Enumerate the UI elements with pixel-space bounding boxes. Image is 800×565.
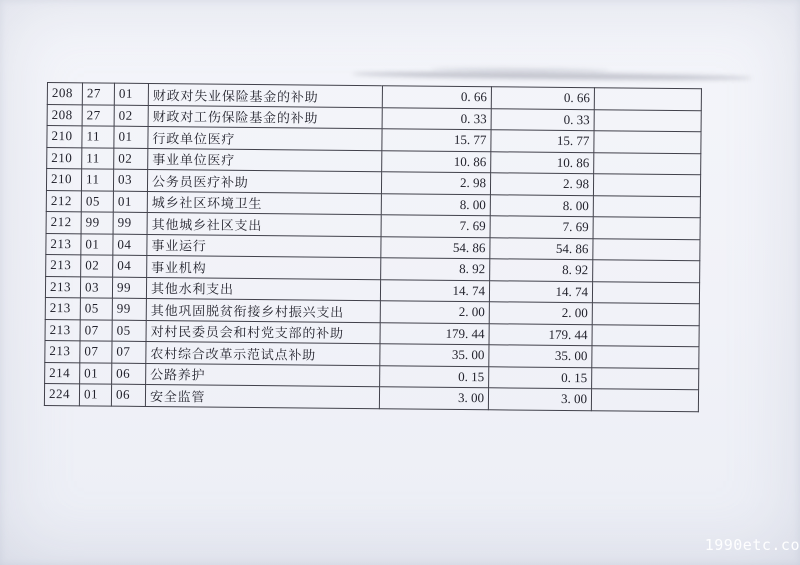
code-cell-item: 02 bbox=[114, 148, 148, 170]
code-cell-class: 212 bbox=[46, 190, 81, 212]
description-cell: 农村综合改革示范试点补助 bbox=[146, 341, 380, 365]
amount-cell-final: 2. 98 bbox=[490, 173, 593, 195]
budget-table bbox=[44, 82, 702, 412]
code-cell-class: 212 bbox=[46, 211, 81, 233]
code-cell-class: 213 bbox=[46, 254, 81, 276]
amount-cell-final: 0. 15 bbox=[489, 366, 592, 388]
code-cell-type: 01 bbox=[81, 233, 113, 255]
code-cell-item: 04 bbox=[113, 255, 147, 277]
amount-cell-final: 2. 00 bbox=[489, 302, 592, 324]
code-cell-item: 07 bbox=[112, 341, 146, 363]
code-cell-item: 03 bbox=[113, 169, 147, 191]
description-cell: 对村民委员会和村党支部的补助 bbox=[146, 320, 380, 344]
code-cell-type: 05 bbox=[80, 298, 112, 320]
bleed-through-smudge bbox=[352, 71, 752, 81]
code-cell-type: 11 bbox=[81, 169, 113, 191]
code-cell-item: 06 bbox=[112, 363, 146, 385]
code-cell-type: 11 bbox=[82, 126, 114, 148]
code-cell-item: 05 bbox=[112, 320, 146, 342]
empty-cell bbox=[591, 389, 698, 412]
description-cell: 公务员医疗补助 bbox=[147, 169, 381, 193]
amount-cell-budget: 0. 33 bbox=[382, 107, 491, 130]
description-cell: 财政对工伤保险基金的补助 bbox=[148, 105, 382, 129]
amount-cell-final: 8. 92 bbox=[490, 259, 593, 281]
amount-cell-final: 14. 74 bbox=[489, 280, 592, 302]
code-cell-class: 213 bbox=[45, 276, 80, 298]
empty-cell bbox=[593, 238, 700, 261]
code-cell-class: 210 bbox=[47, 147, 82, 169]
table-body bbox=[44, 83, 701, 412]
code-cell-item: 04 bbox=[113, 234, 147, 256]
code-cell-item: 02 bbox=[114, 105, 148, 127]
description-cell: 行政单位医疗 bbox=[148, 126, 382, 150]
amount-cell-budget: 8. 00 bbox=[381, 193, 490, 216]
amount-cell-budget: 10. 86 bbox=[382, 150, 491, 173]
empty-cell bbox=[593, 260, 700, 283]
table-skew-wrapper bbox=[44, 82, 701, 412]
code-cell-item: 99 bbox=[112, 298, 146, 320]
amount-cell-budget: 14. 74 bbox=[380, 279, 489, 302]
empty-cell bbox=[592, 303, 699, 326]
empty-cell bbox=[594, 131, 701, 154]
code-cell-item: 06 bbox=[111, 384, 145, 406]
code-cell-type: 07 bbox=[80, 319, 112, 341]
description-cell: 其他城乡社区支出 bbox=[147, 212, 381, 236]
code-cell-class: 224 bbox=[44, 383, 79, 405]
code-cell-class: 210 bbox=[47, 126, 82, 148]
amount-cell-budget: 7. 69 bbox=[381, 215, 490, 238]
empty-cell bbox=[594, 152, 701, 175]
description-cell: 事业单位医疗 bbox=[148, 148, 382, 172]
amount-cell-budget: 0. 15 bbox=[380, 365, 489, 388]
description-cell: 事业运行 bbox=[147, 234, 381, 258]
amount-cell-final: 179. 44 bbox=[489, 323, 592, 345]
amount-cell-final: 10. 86 bbox=[491, 151, 594, 173]
description-cell: 其他水利支出 bbox=[146, 277, 380, 301]
empty-cell bbox=[593, 174, 700, 197]
code-cell-item: 99 bbox=[113, 212, 147, 234]
empty-cell bbox=[593, 195, 700, 218]
code-cell-type: 03 bbox=[80, 276, 112, 298]
code-cell-class: 213 bbox=[45, 297, 80, 319]
code-cell-class: 213 bbox=[45, 319, 80, 341]
amount-cell-budget: 2. 98 bbox=[381, 172, 490, 195]
code-cell-type: 07 bbox=[80, 341, 112, 363]
amount-cell-budget: 15. 77 bbox=[382, 129, 491, 152]
description-cell: 城乡社区环境卫生 bbox=[147, 191, 381, 215]
amount-cell-final: 8. 00 bbox=[490, 194, 593, 216]
code-cell-type: 99 bbox=[81, 212, 113, 234]
code-cell-item: 01 bbox=[114, 126, 148, 148]
empty-cell bbox=[592, 367, 699, 390]
description-cell: 公路养护 bbox=[146, 363, 380, 387]
code-cell-class: 208 bbox=[47, 83, 82, 105]
code-cell-class: 208 bbox=[47, 104, 82, 126]
amount-cell-budget: 3. 00 bbox=[379, 387, 488, 410]
amount-cell-budget: 2. 00 bbox=[380, 301, 489, 324]
code-cell-class: 214 bbox=[45, 362, 80, 384]
description-cell: 事业机构 bbox=[147, 255, 381, 279]
empty-cell bbox=[592, 346, 699, 369]
amount-cell-budget: 54. 86 bbox=[381, 236, 490, 259]
code-cell-item: 01 bbox=[113, 191, 147, 213]
empty-cell bbox=[592, 324, 699, 347]
description-cell: 财政对失业保险基金的补助 bbox=[148, 83, 382, 107]
amount-cell-final: 0. 66 bbox=[491, 87, 594, 109]
code-cell-type: 01 bbox=[79, 384, 111, 406]
code-cell-class: 213 bbox=[45, 340, 80, 362]
empty-cell bbox=[594, 88, 701, 111]
amount-cell-final: 3. 00 bbox=[488, 388, 591, 410]
watermark: 1990etc.co bbox=[704, 536, 800, 554]
code-cell-type: 05 bbox=[81, 190, 113, 212]
code-cell-type: 27 bbox=[82, 104, 114, 126]
description-cell: 其他巩固脱贫衔接乡村振兴支出 bbox=[146, 298, 380, 322]
code-cell-type: 11 bbox=[82, 147, 114, 169]
code-cell-type: 01 bbox=[80, 362, 112, 384]
amount-cell-budget: 8. 92 bbox=[381, 258, 490, 281]
code-cell-type: 27 bbox=[82, 83, 114, 105]
code-cell-item: 01 bbox=[114, 83, 148, 105]
code-cell-class: 210 bbox=[46, 169, 81, 191]
amount-cell-final: 15. 77 bbox=[491, 130, 594, 152]
description-cell: 安全监管 bbox=[145, 384, 379, 408]
amount-cell-budget: 179. 44 bbox=[380, 322, 489, 345]
code-cell-type: 02 bbox=[81, 255, 113, 277]
amount-cell-final: 35. 00 bbox=[489, 345, 592, 367]
empty-cell bbox=[592, 281, 699, 304]
amount-cell-budget: 0. 66 bbox=[382, 86, 491, 109]
empty-cell bbox=[594, 109, 701, 132]
code-cell-class: 213 bbox=[46, 233, 81, 255]
amount-cell-final: 7. 69 bbox=[490, 216, 593, 238]
amount-cell-final: 0. 33 bbox=[491, 108, 594, 130]
empty-cell bbox=[593, 217, 700, 240]
amount-cell-final: 54. 86 bbox=[490, 237, 593, 259]
amount-cell-budget: 35. 00 bbox=[380, 344, 489, 367]
code-cell-item: 99 bbox=[112, 277, 146, 299]
